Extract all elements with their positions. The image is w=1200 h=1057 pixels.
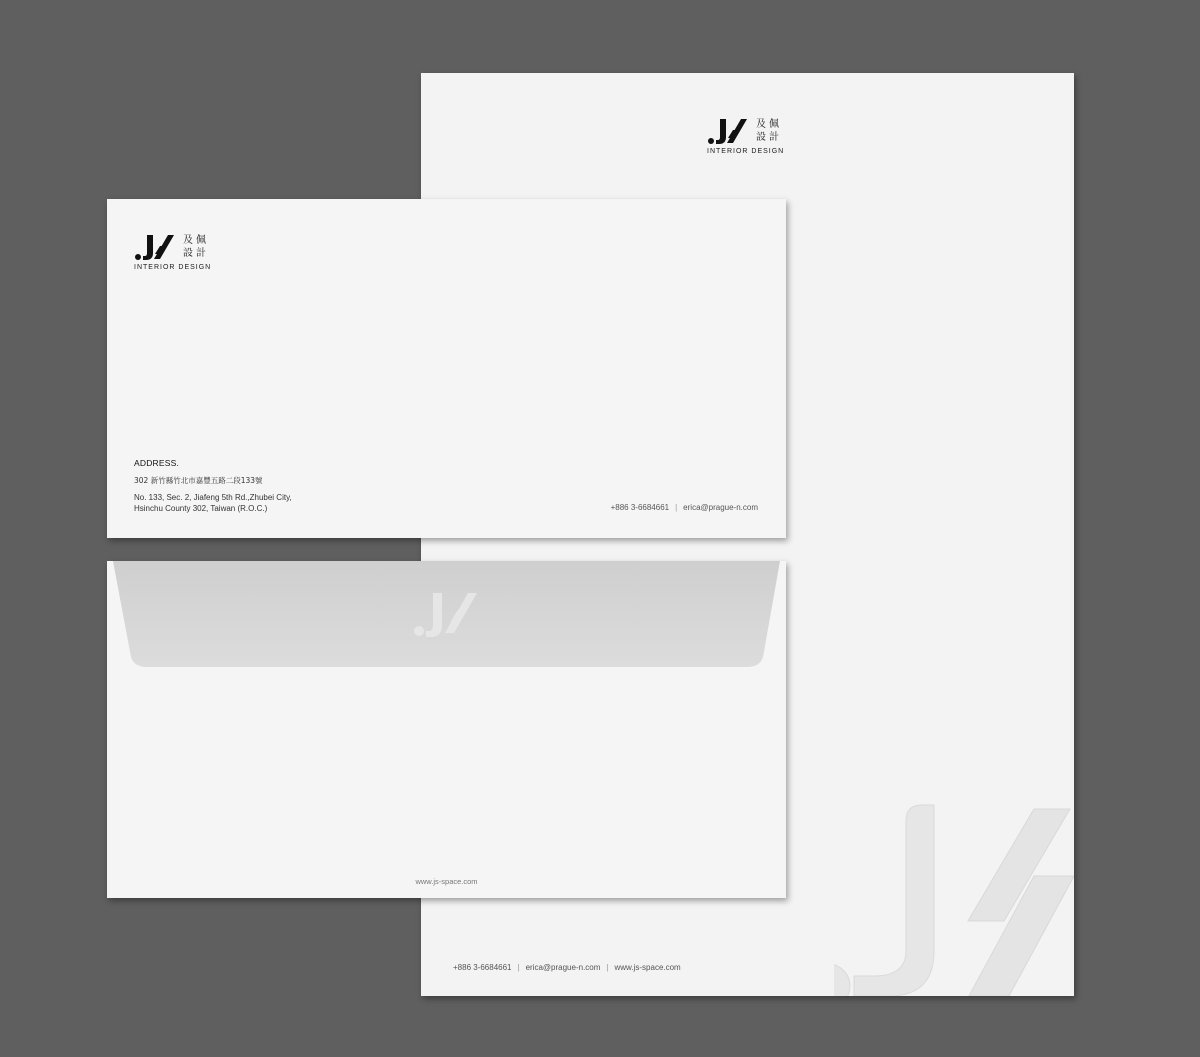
separator: | xyxy=(517,963,520,972)
brand-cjk-line2: 設計 xyxy=(756,132,782,143)
envelope-front xyxy=(107,199,786,538)
brand-subtitle: INTERIOR DESIGN xyxy=(134,264,212,271)
js-watermark-icon xyxy=(834,801,1074,996)
envelope-email: erica@prague-n.com xyxy=(683,503,758,512)
letterhead-website: www.js-space.com xyxy=(614,963,681,972)
brand-cjk-line1: 及佩 xyxy=(183,235,209,246)
envelope-contact-line xyxy=(611,503,758,512)
brand-cjk-line1: 及佩 xyxy=(756,119,782,130)
brand-cjk-line2: 設計 xyxy=(183,248,209,259)
js-logo-mark-icon xyxy=(134,232,178,262)
address-heading: ADDRESS. xyxy=(134,458,180,468)
letterhead-phone: +886 3-6684661 xyxy=(453,963,512,972)
brand-subtitle: INTERIOR DESIGN xyxy=(707,148,785,155)
address-en-line1: No. 133, Sec. 2, Jiafeng 5th Rd.,Zhubei City, xyxy=(134,493,292,502)
letterhead-contact-line xyxy=(453,963,681,972)
separator: | xyxy=(606,963,609,972)
letterhead-email: erica@prague-n.com xyxy=(525,963,601,972)
address-block xyxy=(134,458,292,514)
address-cjk: 302 新竹縣竹北市嘉豐五路二段133號 xyxy=(134,476,263,485)
envelope-back xyxy=(107,561,786,898)
envelope-back-website: www.js-space.com xyxy=(415,877,478,886)
brand-logo xyxy=(707,116,784,155)
brand-logo xyxy=(134,232,211,271)
envelope-flap xyxy=(107,561,786,671)
separator: | xyxy=(675,503,678,512)
envelope-phone: +886 3-6684661 xyxy=(610,503,670,512)
address-en-line2: Hsinchu County 302, Taiwan (R.O.C.) xyxy=(134,504,268,513)
js-logo-mark-icon xyxy=(707,116,751,146)
